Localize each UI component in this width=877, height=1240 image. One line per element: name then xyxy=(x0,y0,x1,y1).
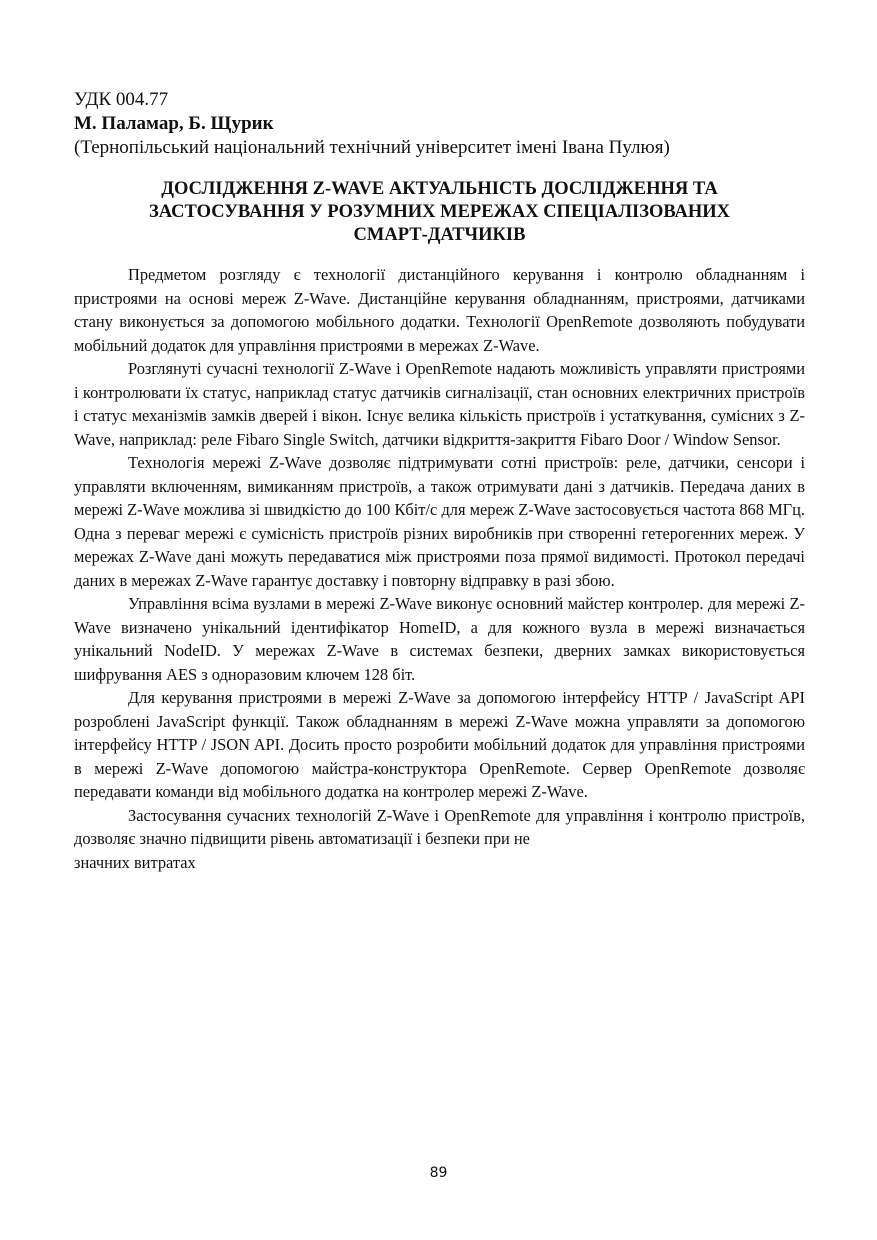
paragraph-5: Для керування пристроями в мережі Z-Wave за допомогою інтерфейсу HTTP / JavaScript API розроблені JavaScript функції. Також обладнанням в мережі Z-Wave можна управляти за допомогою інтерфейсу HTTP / JSON API. Досить просто розробити мобільний додаток для управління пристроями в мережі Z-Wave допомогою майстра-конструктора OpenRemote. Сервер OpenRemote дозволяє передавати команди від мобільного додатка на контролер мережі Z-Wave. xyxy=(74,688,805,801)
body-text xyxy=(74,263,805,874)
paragraph-1: Предметом розгляду є технології дистанційного керування і контролю обладнанням і пристроями на основі мереж Z-Wave. Дистанційне керування обладнанням, пристроями, датчиками стану виконується за допомогою мобільного додатки. Технології OpenRemote дозволяють побудувати мобільний додаток для управління пристроями в мережах Z-Wave. xyxy=(74,265,805,355)
document-page xyxy=(74,88,805,874)
authors: М. Паламар, Б. Щурик xyxy=(74,113,274,134)
paper-title xyxy=(74,178,805,247)
paragraph-2: Розглянуті сучасні технології Z-Wave і OpenRemote надають можливість управляти пристроями і контролювати їх статус, наприклад статус датчиків сигналізації, стан основних електричних пристроїв і статус механізмів замків дверей і вікон. Існує велика кількість пристроїв і устаткування, сумісних з Z-Wave, наприклад: реле Fibaro Single Switch, датчики відкриття-закриття Fibaro Door / Window Sensor. xyxy=(74,359,805,449)
affiliation: (Тернопільський національний технічний університет імені Івана Пулюя) xyxy=(74,137,670,158)
udk-code: УДК 004.77 xyxy=(74,89,169,110)
paragraph-6: Застосування сучасних технологій Z-Wave і OpenRemote для управління і контролю пристроїв, дозволяє значно підвищити рівень автоматизації і безпеки при не xyxy=(74,805,805,848)
paragraph-4: Управління всіма вузлами в мережі Z-Wave виконує основний майстер контролер. для мережі Z-Wave визначено унікальний ідентифікатор HomeID, а для кожного вузла в мережі визначається унікальний NodeID. У мережах Z-Wave в системах безпеки, дверних замках використовується шифрування AES з одноразовим ключем 128 біт. xyxy=(74,594,805,684)
paragraph-3: Технологія мережі Z-Wave дозволяє підтримувати сотні пристроїв: реле, датчики, сенсори і управляти включенням, вимиканням пристроїв, а також отримувати дані з датчиків. Передача даних в мережі Z-Wave можлива зі швидкістю до 100 Кбіт/с для мереж Z-Wave застосовується частота 868 МГц. Одна з переваг мережі є сумісність пристроїв різних виробників при створенні гетерогенних мереж. У мережах Z-Wave дані можуть передаватися між пристроями поза прямої видимості. Протокол передачі даних в мережах Z-Wave гарантує доставку і повторну відправку в разі збою. xyxy=(74,453,805,590)
title-line-2: ЗАСТОСУВАННЯ У РОЗУМНИХ МЕРЕЖАХ СПЕЦІАЛІЗОВАНИХ xyxy=(148,202,731,222)
paragraph-6-tail: значних витратах xyxy=(74,852,196,872)
title-line-1: ДОСЛІДЖЕННЯ Z-WAVE АКТУАЛЬНІСТЬ ДОСЛІДЖЕННЯ ТА xyxy=(161,179,718,199)
title-line-3: СМАРТ-ДАТЧИКІВ xyxy=(353,225,526,245)
page-number: 89 xyxy=(429,1165,448,1181)
